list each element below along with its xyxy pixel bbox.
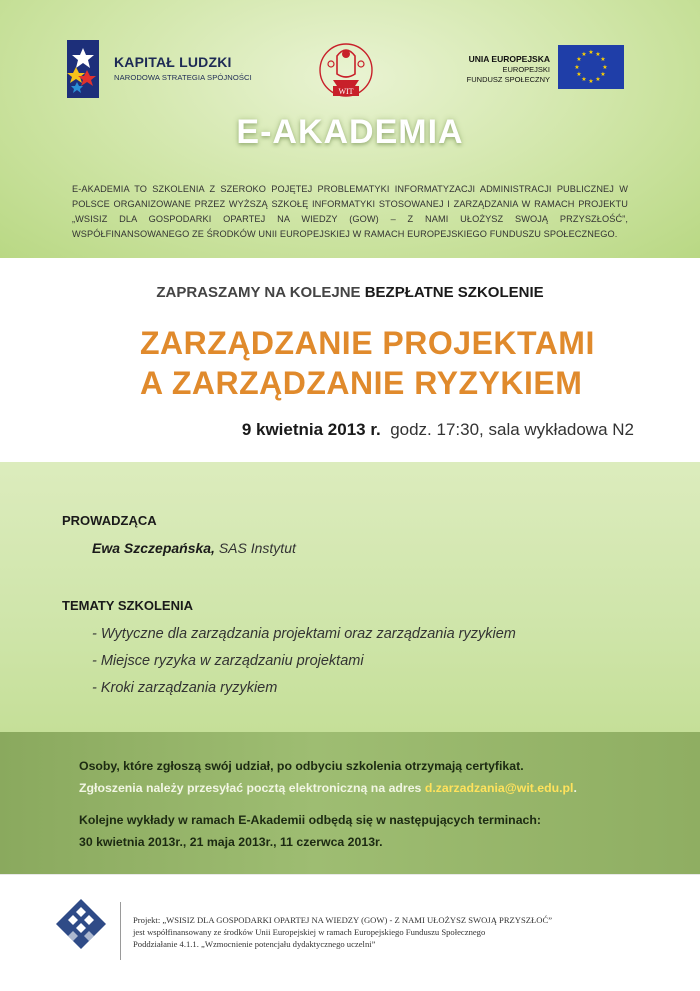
topic-item: - Kroki zarządzania ryzykiem — [92, 680, 278, 696]
e-akademia-heading: E-AKADEMIA — [236, 113, 464, 151]
invite-line — [0, 284, 700, 301]
kapital-ludzki-title: KAPITAŁ LUDZKI — [114, 54, 232, 70]
wit-logo — [311, 34, 381, 104]
event-title-line-2: A ZARZĄDZANIE RYZYKIEM — [140, 365, 583, 401]
svg-text:★: ★ — [595, 51, 601, 58]
certificate-note: Osoby, które zgłoszą swój udział, po odbyciu szkolenia otrzymają certyfikat. — [79, 759, 524, 773]
svg-text:★: ★ — [576, 71, 582, 78]
topic-item: - Wytyczne dla zarządzania projektami oraz zarządzania ryzykiem — [92, 626, 516, 642]
lead-org: SAS Instytut — [214, 540, 296, 556]
footer-separator — [120, 902, 121, 960]
event-time-place: godz. 17:30, sala wykładowa N2 — [390, 420, 634, 439]
apply-prefix: Zgłoszenia należy przesyłać pocztą elektroniczną na adres — [79, 781, 425, 795]
svg-text:★: ★ — [600, 71, 606, 78]
footer-funding-line: jest współfinansowany ze środków Unii Europejskiej w ramach Europejskiego Funduszu Społecznego — [133, 927, 486, 937]
svg-text:★: ★ — [576, 56, 582, 63]
eu-flag-icon — [558, 45, 624, 89]
apply-suffix: . — [573, 781, 577, 795]
eu-line-1: UNIA EUROPEJSKA — [468, 54, 550, 64]
event-title-line-1: ZARZĄDZANIE PROJEKTAMI — [140, 325, 595, 361]
kapital-ludzki-logo — [67, 40, 99, 98]
event-when — [0, 420, 634, 440]
lead-person — [92, 540, 296, 556]
next-lectures-note: Kolejne wykłady w ramach E-Akademii odbędą się w następujących terminach: — [79, 813, 541, 827]
svg-text:★: ★ — [588, 49, 594, 56]
event-date: 9 kwietnia 2013 r. — [241, 420, 381, 439]
svg-text:★: ★ — [595, 76, 601, 83]
footer-measure-line: Poddziałanie 4.1.1. „Wzmocnienie potencjału dydaktycznego uczelni” — [133, 939, 376, 949]
contact-email-link[interactable]: d.zarzadzania@wit.edu.pl — [424, 781, 574, 795]
topics-heading: TEMATY SZKOLENIA — [62, 598, 193, 613]
intro-paragraph: E-AKADEMIA TO SZKOLENIA Z SZEROKO POJĘTEJ PROBLEMATYKI INFORMATYZACJI ADMINISTRACJI PUBLICZNEJ W POLSCE ORGANIZOWANE PRZEZ WYŻSZĄ SZKOŁĘ INFORMATYKI STOSOWANEJ I ZARZĄDZANIA W RAMACH PROJEKTU „WSISIZ DLA GOSPODARKI OPARTEJ NA WIEDZY (GOW) – Z NAMI UŁOŻYSZ SWOJĄ PRZYSZŁOŚĆ”, WSPÓŁFINANSOWANEGO ZE ŚRODKÓW UNII EUROPEJSKIEJ W RAMACH EUROPEJSKIEGO FUNDUSZU SPOŁECZNEGO. — [72, 184, 628, 239]
wit-logo-text: WIT — [338, 87, 354, 96]
next-lecture-dates: 30 kwietnia 2013r., 21 maja 2013r., 11 czerwca 2013r. — [79, 835, 383, 849]
lead-name: Ewa Szczepańska, — [92, 540, 215, 556]
svg-text:★: ★ — [600, 56, 606, 63]
eu-line-2: EUROPEJSKI — [502, 65, 550, 74]
invite-bold: BEZPŁATNE SZKOLENIE — [364, 284, 544, 301]
topic-item: - Miejsce ryzyka w zarządzaniu projektami — [92, 653, 364, 669]
svg-text:★: ★ — [588, 78, 594, 85]
lead-heading: PROWADZĄCA — [62, 513, 157, 528]
kapital-ludzki-subtitle: NARODOWA STRATEGIA SPÓJNOŚCI — [114, 73, 252, 82]
svg-text:★: ★ — [602, 64, 608, 71]
info-section — [0, 732, 700, 874]
invite-prefix: ZAPRASZAMY NA KOLEJNE — [156, 284, 365, 301]
svg-text:★: ★ — [581, 76, 587, 83]
project-diamond-logo — [55, 898, 107, 950]
footer-project-line: Projekt: „WSISIZ DLA GOSPODARKI OPARTEJ NA WIEDZY (GOW) - Z NAMI UŁOŻYSZ SWOJĄ PRZYSZŁOĆ” — [133, 915, 553, 925]
apply-note — [79, 781, 577, 795]
svg-text:★: ★ — [574, 64, 580, 71]
eu-line-3: FUNDUSZ SPOŁECZNY — [466, 75, 550, 84]
svg-text:★: ★ — [581, 51, 587, 58]
